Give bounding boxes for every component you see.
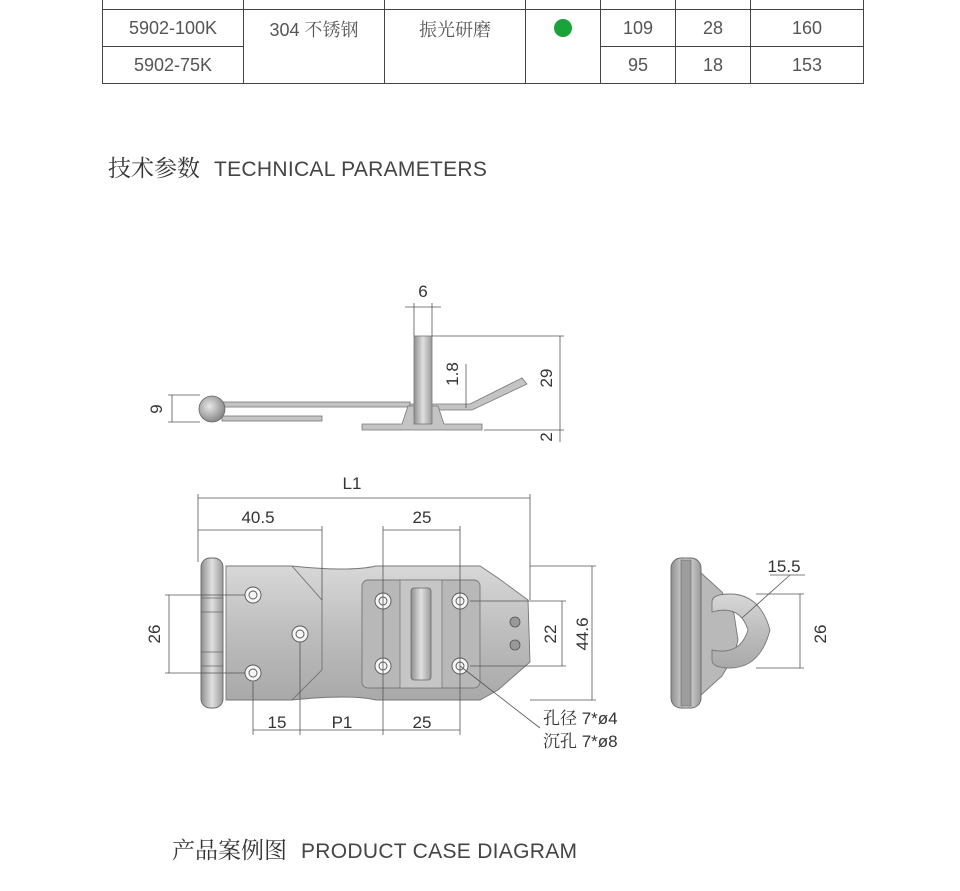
dim-pin-width: 6: [418, 282, 428, 301]
tech-title-en: TECHNICAL PARAMETERS: [214, 158, 488, 181]
rivet: [510, 617, 520, 627]
dim-pitch-label: P1: [331, 713, 353, 732]
side-upper-plate: [210, 402, 410, 407]
end-view: [671, 557, 830, 708]
dim-height: 29: [537, 368, 556, 388]
hole-note-countersink: 沉孔 7*ø8: [543, 732, 618, 751]
dim-thickness: 1.8: [443, 362, 462, 386]
dim-center-hole-pitch: 25: [412, 508, 432, 527]
side-hinge-knuckle: [199, 396, 225, 422]
case-title-en: PRODUCT CASE DIAGRAM: [301, 840, 578, 863]
value-cell: 95: [601, 47, 676, 84]
case-title-zh: 产品案例图: [172, 837, 287, 863]
value-cell: 160: [751, 10, 864, 47]
side-pin: [414, 336, 432, 424]
staple-bar: [411, 588, 431, 680]
dim-hinge-hole-pitch: 26: [145, 624, 164, 644]
dim-hinge-to-holes: 40.5: [241, 508, 275, 527]
finish-cell: 振光研磨: [385, 10, 526, 84]
hole-note-diameter: 孔径 7*ø4: [543, 709, 618, 728]
side-view: [147, 282, 564, 442]
tech-title-zh: 技术参数: [108, 155, 200, 181]
dim-base-offset: 2: [537, 432, 556, 442]
value-cell: 18: [676, 47, 751, 84]
top-view: [145, 474, 618, 751]
hinge-barrel: [201, 558, 223, 708]
side-lower-plate: [222, 416, 322, 421]
value-cell: 109: [601, 10, 676, 47]
value-cell: 28: [676, 10, 751, 47]
material-cell: 304 不锈钢: [244, 10, 385, 84]
dim-loop-radius: 15.5: [767, 557, 801, 576]
dim-bottom-pitch: 25: [412, 713, 432, 732]
model-cell: 5902-100K: [103, 10, 244, 47]
case-section-title: [172, 832, 577, 865]
dim-plate-height: 9: [147, 404, 166, 414]
value-cell: 153: [751, 47, 864, 84]
rivet: [510, 640, 520, 650]
dim-overall-width: 44.6: [573, 617, 592, 651]
dim-loop-height: 26: [811, 624, 830, 644]
dim-overall-length: L1: [342, 474, 362, 493]
dim-first-spacing: 15: [267, 713, 287, 732]
dim-inner-hole-spacing: 22: [541, 624, 560, 644]
model-cell: 5902-75K: [103, 47, 244, 84]
